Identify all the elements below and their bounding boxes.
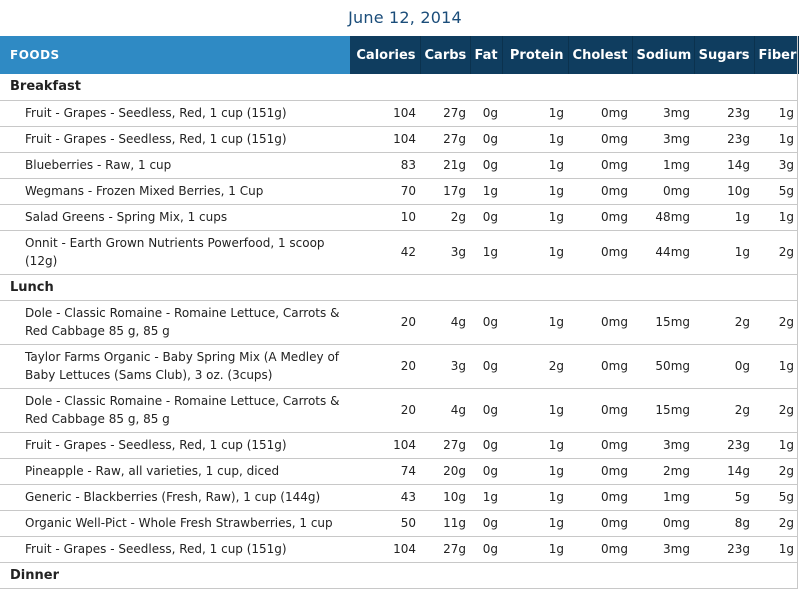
- protein-cell: 1g: [502, 536, 568, 562]
- fiber-cell: 1g: [754, 126, 798, 152]
- fiber-cell: 3g: [754, 152, 798, 178]
- fat-cell: 0g: [470, 536, 502, 562]
- column-header-sugars: Sugars: [694, 36, 754, 74]
- sodium-cell: 3mg: [632, 536, 694, 562]
- sugars-cell: 1g: [694, 204, 754, 230]
- cholest-cell: 0mg: [568, 344, 632, 388]
- table-row: [0, 204, 798, 230]
- carbs-cell: 27g: [420, 432, 470, 458]
- calories-cell: 50: [350, 510, 420, 536]
- sugars-cell: 14g: [694, 458, 754, 484]
- protein-cell: 1g: [502, 230, 568, 274]
- protein-cell: 1g: [502, 178, 568, 204]
- calories-cell: 42: [350, 230, 420, 274]
- sugars-cell: 23g: [694, 126, 754, 152]
- carbs-cell: 4g: [420, 300, 470, 344]
- page-title: June 12, 2014: [348, 8, 462, 27]
- food-name-cell: Dole - Classic Romaine - Romaine Lettuce, Carrots & Red Cabbage 85 g, 85 g: [0, 300, 350, 344]
- calories-cell: 83: [350, 152, 420, 178]
- column-header-protein: Protein: [502, 36, 568, 74]
- column-header-sodium: Sodium: [632, 36, 694, 74]
- carbs-cell: 27g: [420, 536, 470, 562]
- meal-heading: Breakfast: [0, 74, 798, 100]
- calories-cell: 43: [350, 484, 420, 510]
- fiber-cell: 1g: [754, 344, 798, 388]
- food-name-cell: Fruit - Grapes - Seedless, Red, 1 cup (151g): [0, 100, 350, 126]
- column-header-foods: FOODS: [0, 36, 350, 74]
- sugars-cell: 23g: [694, 536, 754, 562]
- protein-cell: 2g: [502, 344, 568, 388]
- food-name-cell: Fruit - Grapes - Seedless, Red, 1 cup (151g): [0, 432, 350, 458]
- sodium-cell: 15mg: [632, 300, 694, 344]
- column-header-carbs: Carbs: [420, 36, 470, 74]
- carbs-cell: 3g: [420, 230, 470, 274]
- food-diary-report: [0, 36, 798, 589]
- table-row: [0, 152, 798, 178]
- food-name-cell: Blueberries - Raw, 1 cup: [0, 152, 350, 178]
- sodium-cell: 3mg: [632, 432, 694, 458]
- fat-cell: 1g: [470, 484, 502, 510]
- fat-cell: 1g: [470, 230, 502, 274]
- fat-cell: 0g: [470, 126, 502, 152]
- sodium-cell: 0mg: [632, 510, 694, 536]
- table-row: [0, 126, 798, 152]
- cholest-cell: 0mg: [568, 536, 632, 562]
- cholest-cell: 0mg: [568, 152, 632, 178]
- fat-cell: 0g: [470, 432, 502, 458]
- table-row: [0, 432, 798, 458]
- sugars-cell: 14g: [694, 152, 754, 178]
- sugars-cell: 8g: [694, 510, 754, 536]
- carbs-cell: 21g: [420, 152, 470, 178]
- table-row: [0, 344, 798, 388]
- protein-cell: 1g: [502, 388, 568, 432]
- fiber-cell: 2g: [754, 300, 798, 344]
- carbs-cell: 10g: [420, 484, 470, 510]
- fat-cell: 0g: [470, 152, 502, 178]
- carbs-cell: 2g: [420, 204, 470, 230]
- cholest-cell: 0mg: [568, 300, 632, 344]
- fiber-cell: 2g: [754, 510, 798, 536]
- carbs-cell: 27g: [420, 100, 470, 126]
- protein-cell: 1g: [502, 432, 568, 458]
- sodium-cell: 15mg: [632, 388, 694, 432]
- table-header-row: [0, 36, 798, 74]
- protein-cell: 1g: [502, 204, 568, 230]
- cholest-cell: 0mg: [568, 178, 632, 204]
- sodium-cell: 3mg: [632, 100, 694, 126]
- fiber-cell: 5g: [754, 178, 798, 204]
- table-row: [0, 388, 798, 432]
- sugars-cell: 23g: [694, 100, 754, 126]
- sodium-cell: 2mg: [632, 458, 694, 484]
- fiber-cell: 2g: [754, 388, 798, 432]
- sugars-cell: 5g: [694, 484, 754, 510]
- sodium-cell: 48mg: [632, 204, 694, 230]
- carbs-cell: 27g: [420, 126, 470, 152]
- sugars-cell: 2g: [694, 300, 754, 344]
- sodium-cell: 1mg: [632, 152, 694, 178]
- sodium-cell: 1mg: [632, 484, 694, 510]
- carbs-cell: 17g: [420, 178, 470, 204]
- fiber-cell: 1g: [754, 432, 798, 458]
- fiber-cell: 2g: [754, 458, 798, 484]
- table-row: [0, 484, 798, 510]
- cholest-cell: 0mg: [568, 126, 632, 152]
- calories-cell: 104: [350, 536, 420, 562]
- nutrition-table: [0, 36, 799, 589]
- column-header-cholest: Cholest: [568, 36, 632, 74]
- calories-cell: 104: [350, 100, 420, 126]
- sugars-cell: 0g: [694, 344, 754, 388]
- sodium-cell: 3mg: [632, 126, 694, 152]
- fat-cell: 0g: [470, 458, 502, 484]
- calories-cell: 104: [350, 432, 420, 458]
- calories-cell: 104: [350, 126, 420, 152]
- food-name-cell: Fruit - Grapes - Seedless, Red, 1 cup (151g): [0, 126, 350, 152]
- sodium-cell: 0mg: [632, 178, 694, 204]
- carbs-cell: 11g: [420, 510, 470, 536]
- cholest-cell: 0mg: [568, 100, 632, 126]
- sugars-cell: 10g: [694, 178, 754, 204]
- protein-cell: 1g: [502, 484, 568, 510]
- fat-cell: 0g: [470, 388, 502, 432]
- column-header-fat: Fat: [470, 36, 502, 74]
- cholest-cell: 0mg: [568, 388, 632, 432]
- protein-cell: 1g: [502, 100, 568, 126]
- table-row: [0, 100, 798, 126]
- sodium-cell: 50mg: [632, 344, 694, 388]
- carbs-cell: 20g: [420, 458, 470, 484]
- meal-heading: Dinner: [0, 562, 798, 588]
- meal-section-breakfast: [0, 74, 798, 100]
- food-name-cell: Taylor Farms Organic - Baby Spring Mix (A Medley of Baby Lettuces (Sams Club), 3 oz. (3cups): [0, 344, 350, 388]
- protein-cell: 1g: [502, 510, 568, 536]
- calories-cell: 74: [350, 458, 420, 484]
- food-name-cell: Fruit - Grapes - Seedless, Red, 1 cup (151g): [0, 536, 350, 562]
- food-name-cell: Generic - Blackberries (Fresh, Raw), 1 cup (144g): [0, 484, 350, 510]
- fat-cell: 0g: [470, 344, 502, 388]
- food-name-cell: Wegmans - Frozen Mixed Berries, 1 Cup: [0, 178, 350, 204]
- table-row: [0, 230, 798, 274]
- calories-cell: 20: [350, 300, 420, 344]
- protein-cell: 1g: [502, 152, 568, 178]
- cholest-cell: 0mg: [568, 484, 632, 510]
- table-row: [0, 300, 798, 344]
- meal-section-dinner: [0, 562, 798, 588]
- cholest-cell: 0mg: [568, 230, 632, 274]
- meal-section-lunch: [0, 274, 798, 300]
- protein-cell: 1g: [502, 458, 568, 484]
- table-right-border: [797, 36, 798, 589]
- column-header-fiber: Fiber: [754, 36, 798, 74]
- calories-cell: 20: [350, 388, 420, 432]
- food-name-cell: Pineapple - Raw, all varieties, 1 cup, diced: [0, 458, 350, 484]
- carbs-cell: 4g: [420, 388, 470, 432]
- fiber-cell: 5g: [754, 484, 798, 510]
- fiber-cell: 2g: [754, 230, 798, 274]
- carbs-cell: 3g: [420, 344, 470, 388]
- sodium-cell: 44mg: [632, 230, 694, 274]
- cholest-cell: 0mg: [568, 510, 632, 536]
- table-row: [0, 510, 798, 536]
- column-header-calories: Calories: [350, 36, 420, 74]
- fat-cell: 0g: [470, 100, 502, 126]
- sugars-cell: 2g: [694, 388, 754, 432]
- fat-cell: 0g: [470, 300, 502, 344]
- fiber-cell: 1g: [754, 100, 798, 126]
- table-body: [0, 74, 798, 588]
- table-row: [0, 536, 798, 562]
- food-name-cell: Organic Well-Pict - Whole Fresh Strawberries, 1 cup: [0, 510, 350, 536]
- cholest-cell: 0mg: [568, 432, 632, 458]
- calories-cell: 10: [350, 204, 420, 230]
- fat-cell: 1g: [470, 178, 502, 204]
- table-row: [0, 458, 798, 484]
- calories-cell: 20: [350, 344, 420, 388]
- sugars-cell: 23g: [694, 432, 754, 458]
- table-row: [0, 178, 798, 204]
- calories-cell: 70: [350, 178, 420, 204]
- meal-heading: Lunch: [0, 274, 798, 300]
- cholest-cell: 0mg: [568, 204, 632, 230]
- food-name-cell: Salad Greens - Spring Mix, 1 cups: [0, 204, 350, 230]
- fiber-cell: 1g: [754, 536, 798, 562]
- sugars-cell: 1g: [694, 230, 754, 274]
- protein-cell: 1g: [502, 300, 568, 344]
- cholest-cell: 0mg: [568, 458, 632, 484]
- food-name-cell: Dole - Classic Romaine - Romaine Lettuce, Carrots & Red Cabbage 85 g, 85 g: [0, 388, 350, 432]
- fat-cell: 0g: [470, 510, 502, 536]
- protein-cell: 1g: [502, 126, 568, 152]
- fiber-cell: 1g: [754, 204, 798, 230]
- fat-cell: 0g: [470, 204, 502, 230]
- food-name-cell: Onnit - Earth Grown Nutrients Powerfood, 1 scoop (12g): [0, 230, 350, 274]
